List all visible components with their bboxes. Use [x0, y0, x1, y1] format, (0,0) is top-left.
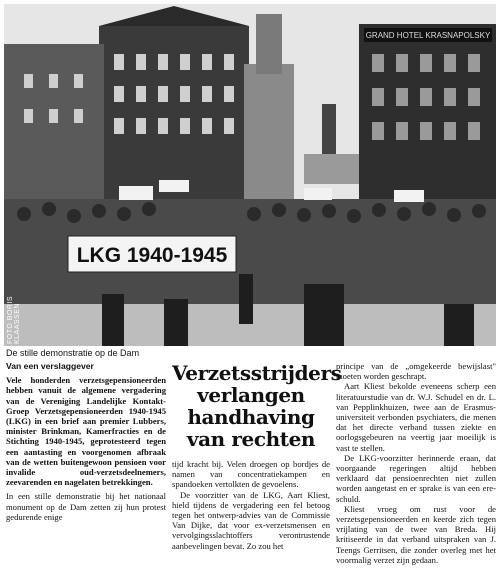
banner-text: LKG 1940-1945 — [76, 244, 228, 267]
body-paragraph: De voorzitter van de LKG, Aart Kliest, hield tijdens de vergadering een fel betoog tegen het ontwerp-advies van de Commissie Van Dijke, dat voor ex-verzetsmensen en vervolgingsslachtoffers verontrustende aanbevelingen bevat. Zo zou het — [172, 489, 330, 551]
body-paragraph: In een stille demonstratie bij het nationaal monument op de Dam zetten zij hun protest gedurende enige — [6, 491, 166, 522]
body-paragraph: Aart Kliest bekolde eveneens scherp een literatuurstudie van dr. W.J. Schudel en dr. L. van Pepplinkhuizen, twee aan de Erasmus-universiteit verbonden psychiaters, die menen dat het directe verband tussen ziekte en oorlogsgebeuren na veertig jaar moeilijk is vast te stellen. — [336, 381, 496, 453]
body-paragraph: principe van de „omgekeerde bewijslast" moeten worden geschrapt. — [336, 361, 496, 382]
body-paragraph: De LKG-voorzitter herinnerde eraan, dat voorgaande regeringen altijd hebben verklaard dat pensioenrechten niet zullen worden aangetast en er sprake is van een ere-schuld. — [336, 452, 496, 504]
body-paragraph: Kliest vroeg om rust voor de verzetsgepensioneerden en keerde zich tegen vrijlating van de twee van Breda. Hij kritiseerde in dat verband uitspraken van J. Teengs Gerritsen, die zonder overleg met het voormalig verzet zijn gedaan. — [336, 503, 496, 565]
headline: Verzetsstrijders verlangen handhaving van rechten — [172, 361, 342, 451]
photo-caption: De stille demonstratie op de Dam — [6, 348, 140, 358]
column-1 — [6, 361, 166, 522]
news-photo — [4, 4, 496, 346]
hotel-sign: GRAND HOTEL KRASNAPOLSKY — [365, 31, 491, 40]
lead-paragraph: Vele honderden verzetsgepensioneerden hebben vanuit de algemene vergadering van de Vereniging Landelijke Kontakt-Groep Verzetsgepensioneerden 1940-1945 (LKG) in een brief aan premier Lubbers, minister Brinkman, Kamerfracties en de Stichting 1940-1945, geprotesteerd tegen een aantasting en voorgenomen afbraak van de wetten buitengewoon pensioen voor invalide oud-verzetsdeelnemers, zeevarenden en nagelaten betrekkingen. — [6, 375, 166, 488]
column-3 — [336, 361, 496, 565]
column-2 — [172, 459, 330, 551]
demonstration-photo — [4, 4, 496, 346]
body-paragraph: tijd kracht bij. Velen droegen op bordjes de namen van concentratiekampen en spandoeken vertolkten de gevoelens. — [172, 459, 330, 490]
photo-credit: FOTO BORIS KLAASSEN — [7, 295, 21, 344]
byline: Van een verslaggever — [6, 361, 94, 371]
